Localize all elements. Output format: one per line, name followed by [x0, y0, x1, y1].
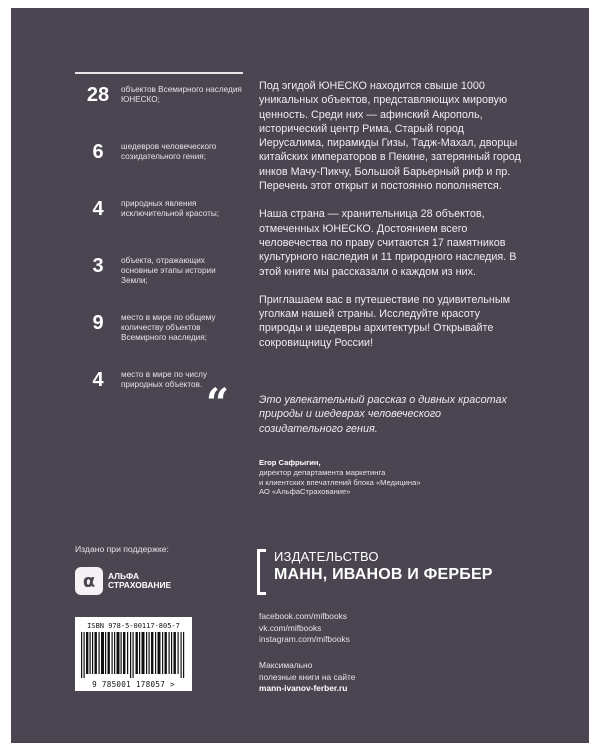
tagline-line: полезные книги на сайте: [259, 671, 356, 682]
sponsor-name-line2: СТРАХОВАНИЕ: [108, 580, 172, 590]
testimonial-quote: Это увлекательный рассказ о дивных красотах природы и шедеврах человеческого созидательного гения.: [259, 394, 507, 435]
stat-number: 4: [92, 198, 104, 220]
description-paragraph-3: Приглашаем вас в путешествие по удивительным уголкам нашей страны. Исследуйте красоту природы и шедевры архитектуры! Открывайте сокровищницу России!: [259, 293, 511, 349]
description-paragraph-1: Под эгидой ЮНЕСКО находится свыше 1000 уникальных объектов, представляющих мировую ценность. Среди них — афинский Акрополь, исторический центр Рима, Старый город Иерусалима, пирамиды Гизы, Тадж-Махал, дворцы китайских императоров в Пекине, затерянный город инков Мачу-Пикчу, Большой Барьерный риф и пр. Перечень этот открыт и постоянно пополняется.: [259, 80, 521, 193]
testimonial-author: [259, 458, 539, 497]
author-name: Егор Сафрыгин,: [259, 458, 321, 467]
stat-text: объекта, отражающих основные этапы истории Земли;: [121, 256, 216, 285]
stat-item: [75, 198, 243, 255]
author-title-line: директор департамента маркетинга: [259, 467, 386, 477]
stat-item: [75, 255, 243, 312]
description: [259, 79, 523, 364]
author-title-line: и клиентских впечатлений блока «Медицина»: [259, 477, 421, 487]
stat-number: 28: [86, 84, 110, 106]
quote-mark-icon: “: [206, 380, 230, 427]
stat-number: 4: [92, 369, 104, 391]
stat-text: место в мире по числу природных объектов.: [121, 370, 208, 389]
sponsor-name-line1: АЛЬФА: [108, 570, 140, 581]
stat-text: объектов Всемирного наследия ЮНЕСКО;: [121, 85, 242, 104]
isbn-number: ISBN 978-5-00117-805-7: [87, 622, 180, 630]
isbn-barcode: [75, 617, 192, 691]
stat-text: место в мире по общему количеству объектов Всемирного наследия;: [121, 313, 216, 342]
publisher-label: ИЗДАТЕЛЬСТВО: [274, 549, 379, 564]
website-link[interactable]: mann-ivanov-ferber.ru: [259, 683, 348, 693]
publisher-name: МАНН, ИВАНОВ И ФЕРБЕР: [274, 566, 493, 583]
stat-number: 9: [92, 312, 104, 334]
instagram-link[interactable]: instagram.com/mifbooks: [259, 634, 350, 644]
barcode-digits: 9 785001 178057 >: [92, 680, 175, 689]
publisher-logo: [257, 549, 493, 595]
stat-number: 3: [92, 255, 104, 277]
description-paragraph-2: Наша страна — хранительница 28 объектов, отмеченных ЮНЕСКО. Достоянием всего человечества по праву считаются 17 памятников культурного наследия и 11 природного наследия. В этой книге мы рассказали о каждом из них.: [259, 208, 517, 278]
sponsor-name: [108, 572, 171, 591]
sponsor-label: Издано при поддержке:: [75, 544, 169, 554]
stat-item: [75, 141, 243, 198]
stat-text: шедевров человеческого созидательного гения;: [121, 142, 217, 161]
barcode-icon: [79, 632, 188, 678]
stats-top-rule: [75, 72, 243, 74]
stats-column: [75, 72, 243, 426]
sponsor-logo: [75, 567, 171, 595]
book-back-cover: [11, 8, 589, 743]
vk-link[interactable]: vk.com/mifbooks: [259, 622, 322, 633]
stat-item: [75, 312, 243, 369]
author-company: АО «АльфаСтрахование»: [259, 487, 351, 497]
stat-number: 6: [92, 141, 104, 163]
stat-item: [75, 84, 243, 141]
tagline-line: Максимально: [259, 660, 313, 670]
website-tagline: [259, 660, 355, 695]
alpha-logo-icon: [75, 567, 103, 595]
stat-text: природных явления исключительной красоты;: [121, 199, 219, 218]
svg-text:α: α: [82, 571, 96, 592]
bracket-icon: [257, 549, 266, 595]
social-links: [259, 611, 350, 646]
facebook-link[interactable]: facebook.com/mifbooks: [259, 611, 347, 621]
